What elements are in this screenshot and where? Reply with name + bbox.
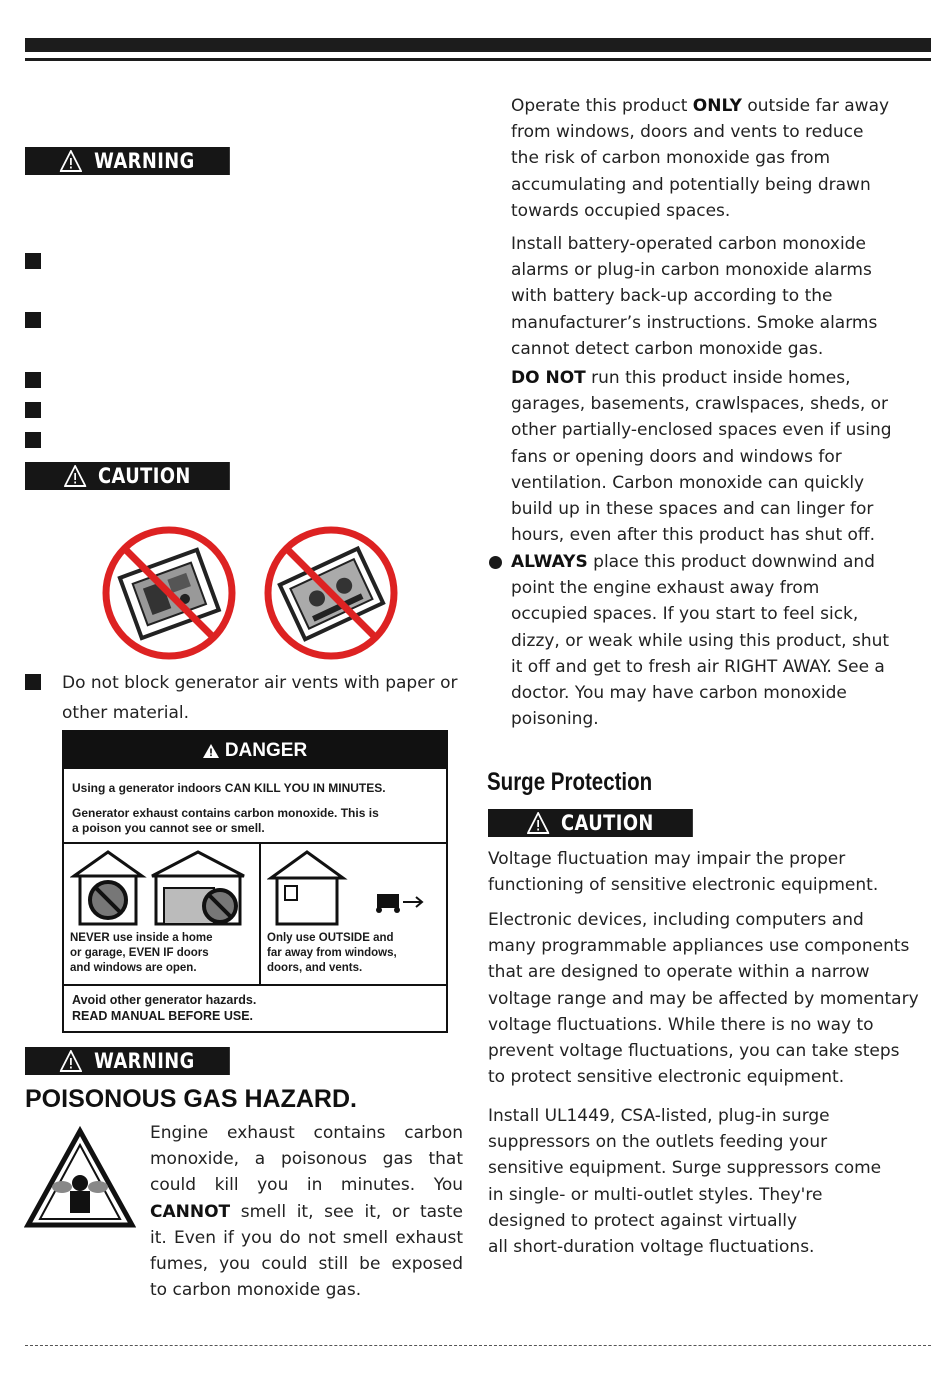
warning-label-poison [25, 1047, 230, 1075]
bullet-square [25, 674, 41, 690]
text-line: towards occupied spaces. [511, 200, 731, 221]
text-line: smell it, see it, or taste [240, 1201, 464, 1222]
text-line: Voltage fluctuation may impair the proper [488, 849, 846, 869]
caution-label-text: CAUTION [561, 811, 654, 835]
bullet-square [25, 402, 41, 418]
danger-foot-line: READ MANUAL BEFORE USE. [72, 1009, 254, 1023]
text-line: ventilation. Carbon monoxide can quickly [511, 472, 865, 493]
text-line: doctor. You may have carbon monoxide [511, 683, 847, 704]
cannot-emphasis: CANNOT [150, 1201, 231, 1222]
danger-footer [64, 986, 446, 1030]
never-line: and windows are open. [70, 962, 197, 974]
text-line: with battery back-up according to the [511, 286, 833, 307]
caution-triangle-icon [527, 812, 549, 834]
never-line: or garage, EVEN IF doors [70, 947, 209, 959]
text-line: other partially-enclosed spaces even if using [511, 420, 892, 441]
text-line: Install UL1449, CSA-listed, plug-in surge [488, 1106, 830, 1126]
surge-para-3 [488, 1103, 934, 1260]
danger-illustrations [64, 844, 446, 986]
danger-line: Generator exhaust contains carbon monoxide. This is [72, 806, 379, 820]
house-outside-generator-icon [267, 848, 439, 926]
bullet-square [25, 253, 41, 269]
prohibited-generator-icon [260, 522, 402, 664]
danger-header [64, 732, 446, 769]
text-line: other material. [62, 703, 190, 723]
text-line: voltage range and may be affected by momentary [488, 988, 919, 1009]
text-line: functioning of sensitive electronic equipment. [488, 875, 879, 896]
outside-line: far away from windows, [267, 947, 397, 959]
text-line: prevent voltage fluctuations, you can take steps [488, 1041, 900, 1062]
surge-para-2 [488, 907, 934, 1090]
never-line: NEVER use inside a home [70, 932, 213, 944]
danger-label-box [62, 730, 448, 1033]
text-line: fumes, you could still be exposed [150, 1254, 463, 1275]
text-line: designed to protect against virtually [488, 1210, 798, 1231]
text-line: dizzy, or weak while using this product, shut [511, 630, 890, 651]
text-line: occupied spaces. If you start to feel sick, [511, 604, 859, 625]
caution-label-surge [488, 809, 693, 837]
header-bar [25, 38, 931, 52]
text-line: Do not block generator air vents with paper or [62, 673, 458, 693]
text-line: that are designed to operate within a narrow [488, 962, 870, 983]
text-line: Electronic devices, including computers and [488, 910, 864, 930]
text-line: run this product inside homes, [591, 368, 851, 388]
surge-protection-title: Surge Protection [487, 768, 653, 796]
danger-never-column [64, 844, 261, 984]
text-line: to protect sensitive electronic equipment. [488, 1067, 845, 1088]
caution-triangle-icon [64, 465, 86, 487]
text-line: hours, even after this product has shut off. [511, 525, 876, 546]
caution-label-left [25, 462, 230, 490]
right-para-do-not [511, 365, 929, 548]
text-line: in single- or multi-outlet styles. They're [488, 1184, 823, 1205]
warning-triangle-icon [60, 1050, 82, 1072]
text-line [511, 365, 929, 391]
text-line: manufacturer’s instructions. Smoke alarms [511, 312, 878, 333]
do-not-emphasis: DO NOT [511, 368, 586, 388]
header-rule [25, 58, 931, 61]
danger-intro [64, 769, 446, 844]
text-line: from windows, doors and vents to reduce [511, 122, 864, 143]
right-para-only [511, 93, 929, 224]
text-line: poisoning. [511, 709, 599, 730]
bullet-square [25, 312, 41, 328]
warning-label-top [25, 147, 230, 175]
outside-line: Only use OUTSIDE and [267, 932, 394, 944]
text-line: could kill you in minutes. You [150, 1175, 463, 1196]
warning-label-text: WARNING [94, 149, 195, 173]
text-line: it off and get to fresh air RIGHT AWAY. See a [511, 656, 885, 677]
right-para-alarms [511, 231, 929, 362]
text-line: alarms or plug-in carbon monoxide alarms [511, 260, 872, 281]
text-line [150, 1199, 463, 1225]
only-emphasis: ONLY [692, 96, 742, 116]
text-line: sensitive equipment. Surge suppressors come [488, 1158, 882, 1179]
warning-label-text: WARNING [94, 1049, 195, 1073]
bullet-dot [489, 556, 502, 569]
danger-title: DANGER [224, 739, 308, 761]
right-para-always [511, 549, 929, 732]
prohibited-house-garage-icon [70, 848, 255, 926]
text-line: point the engine exhaust away from [511, 578, 820, 599]
text-line: outside far away [747, 96, 890, 116]
warning-triangle-icon [60, 150, 82, 172]
text-line: suppressors on the outlets feeding your [488, 1132, 828, 1153]
always-emphasis: ALWAYS [511, 552, 588, 572]
bullet-square [25, 372, 41, 388]
text-line: accumulating and potentially being drawn [511, 174, 871, 195]
text-line [511, 93, 929, 119]
danger-triangle-icon [203, 744, 219, 758]
poisonous-gas-title: POISONOUS GAS HAZARD. [25, 1085, 357, 1113]
surge-para-1 [488, 846, 934, 898]
poison-paragraph [150, 1120, 463, 1303]
vents-note [62, 668, 472, 728]
text-line: all short-duration voltage fluctuations. [488, 1237, 815, 1258]
text-line: it. Even if you do not smell exhaust [150, 1227, 463, 1248]
text-line: garages, basements, crawlspaces, sheds, or [511, 394, 889, 415]
text-line: voltage fluctuations. While there is no way to [488, 1014, 874, 1035]
text-line: cannot detect carbon monoxide gas. [511, 338, 824, 359]
text-line: the risk of carbon monoxide gas from [511, 148, 831, 169]
danger-line: Using a generator indoors CAN KILL YOU IN MINUTES. [72, 781, 386, 795]
prohibited-generator-icon [98, 522, 240, 664]
text-line: monoxide, a poisonous gas that [150, 1149, 463, 1170]
text-line: Install battery-operated carbon monoxide [511, 234, 866, 254]
outside-line: doors, and vents. [267, 962, 363, 974]
caution-label-text: CAUTION [98, 464, 191, 488]
danger-outside-column [261, 844, 446, 984]
footer-dashed-rule [25, 1345, 931, 1346]
text-line [511, 549, 929, 575]
poison-gas-hazard-icon [24, 1125, 136, 1237]
text-line: build up in these spaces and can linger for [511, 499, 874, 520]
text-line: Engine exhaust contains carbon [150, 1123, 463, 1143]
text-line: fans or opening doors and windows for [511, 446, 842, 467]
bullet-square [25, 432, 41, 448]
text-line: many programmable appliances use components [488, 936, 910, 957]
danger-line: a poison you cannot see or smell. [72, 821, 265, 835]
text-line: place this product downwind and [593, 552, 875, 572]
text-line: to carbon monoxide gas. [150, 1280, 362, 1301]
text-line: Operate this product [511, 96, 688, 116]
danger-foot-line: Avoid other generator hazards. [72, 993, 257, 1007]
